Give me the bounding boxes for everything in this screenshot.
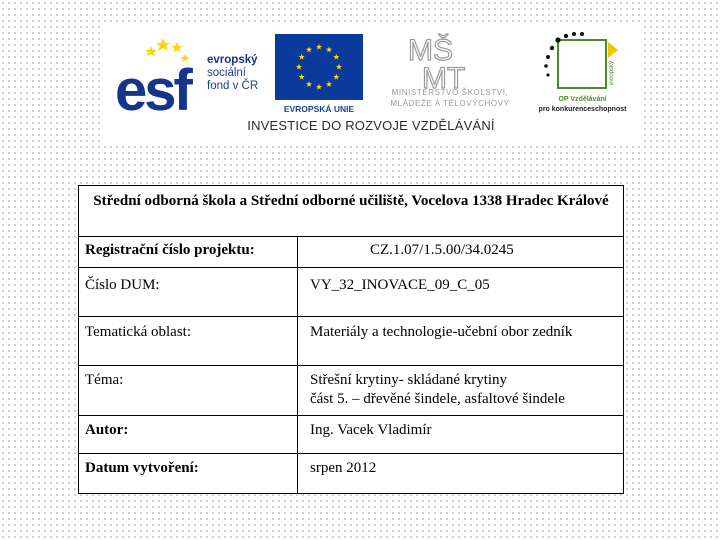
- theme-label: Téma:: [79, 366, 298, 416]
- table-row: [79, 416, 624, 454]
- eu-caption: EVROPSKÁ UNIE: [283, 104, 355, 114]
- table-row: [79, 454, 624, 494]
- author-value: Ing. Vacek Vladimír: [298, 416, 624, 454]
- svg-text:MŠ: MŠ: [408, 34, 453, 67]
- author-label: Autor:: [79, 416, 298, 454]
- esf-line-3: fond v ČR: [207, 80, 259, 92]
- theme-value-line-1: Střešní krytiny- skládané krytiny: [310, 372, 508, 388]
- msmt-emblem-icon: [370, 30, 530, 90]
- topic-area-value: Materiály a technologie-učební obor zedník: [298, 317, 624, 366]
- op-line-2: pro konkurenceschopnost: [538, 106, 627, 113]
- topic-area-label: Tematická oblast:: [79, 317, 298, 366]
- op-logo: [530, 30, 635, 120]
- project-info-table: [78, 185, 624, 494]
- registration-label: Registrační číslo projektu:: [79, 237, 298, 268]
- esf-text: [207, 54, 258, 93]
- esf-line-2: sociální: [207, 67, 246, 79]
- msmt-logo: [370, 30, 530, 120]
- op-line-1: OP Vzdělávání: [558, 96, 607, 103]
- school-name: Střední odborná škola a Střední odborné učiliště, Vocelova 1338 Hradec Králové: [79, 186, 624, 237]
- date-label: Datum vytvoření:: [79, 454, 298, 494]
- msmt-line-2: MLÁDEŽE A TĚLOVÝCHOVY: [390, 99, 510, 108]
- table-row: [79, 237, 624, 268]
- dum-label: Číslo DUM:: [79, 268, 298, 317]
- esf-logo: [115, 32, 270, 122]
- table-row: [79, 268, 624, 317]
- table-row: [79, 317, 624, 366]
- theme-value-line-2: část 5. – dřevěné šindele, asfaltové šindele: [310, 391, 565, 407]
- dum-value: VY_32_INOVACE_09_C_05: [298, 268, 624, 317]
- banner-caption: INVESTICE DO ROZVOJE VZDĚLÁVÁNÍ: [247, 118, 495, 133]
- logo-banner: [100, 22, 642, 142]
- theme-value: [298, 366, 624, 416]
- eu-flag-icon: [275, 34, 363, 100]
- msmt-line-1: MINISTERSTVO ŠKOLSTVÍ,: [391, 88, 509, 97]
- op-emblem-icon: [530, 30, 635, 98]
- svg-text:MT: MT: [422, 62, 466, 90]
- eu-logo: [275, 34, 363, 118]
- svg-text:evropský: evropský: [609, 60, 615, 85]
- table-row: [79, 366, 624, 416]
- school-row: [79, 186, 624, 237]
- registration-value: CZ.1.07/1.5.00/34.0245: [298, 237, 624, 268]
- date-value: srpen 2012: [298, 454, 624, 494]
- svg-text:esf: esf: [115, 58, 190, 122]
- esf-line-1: evropský: [207, 54, 258, 66]
